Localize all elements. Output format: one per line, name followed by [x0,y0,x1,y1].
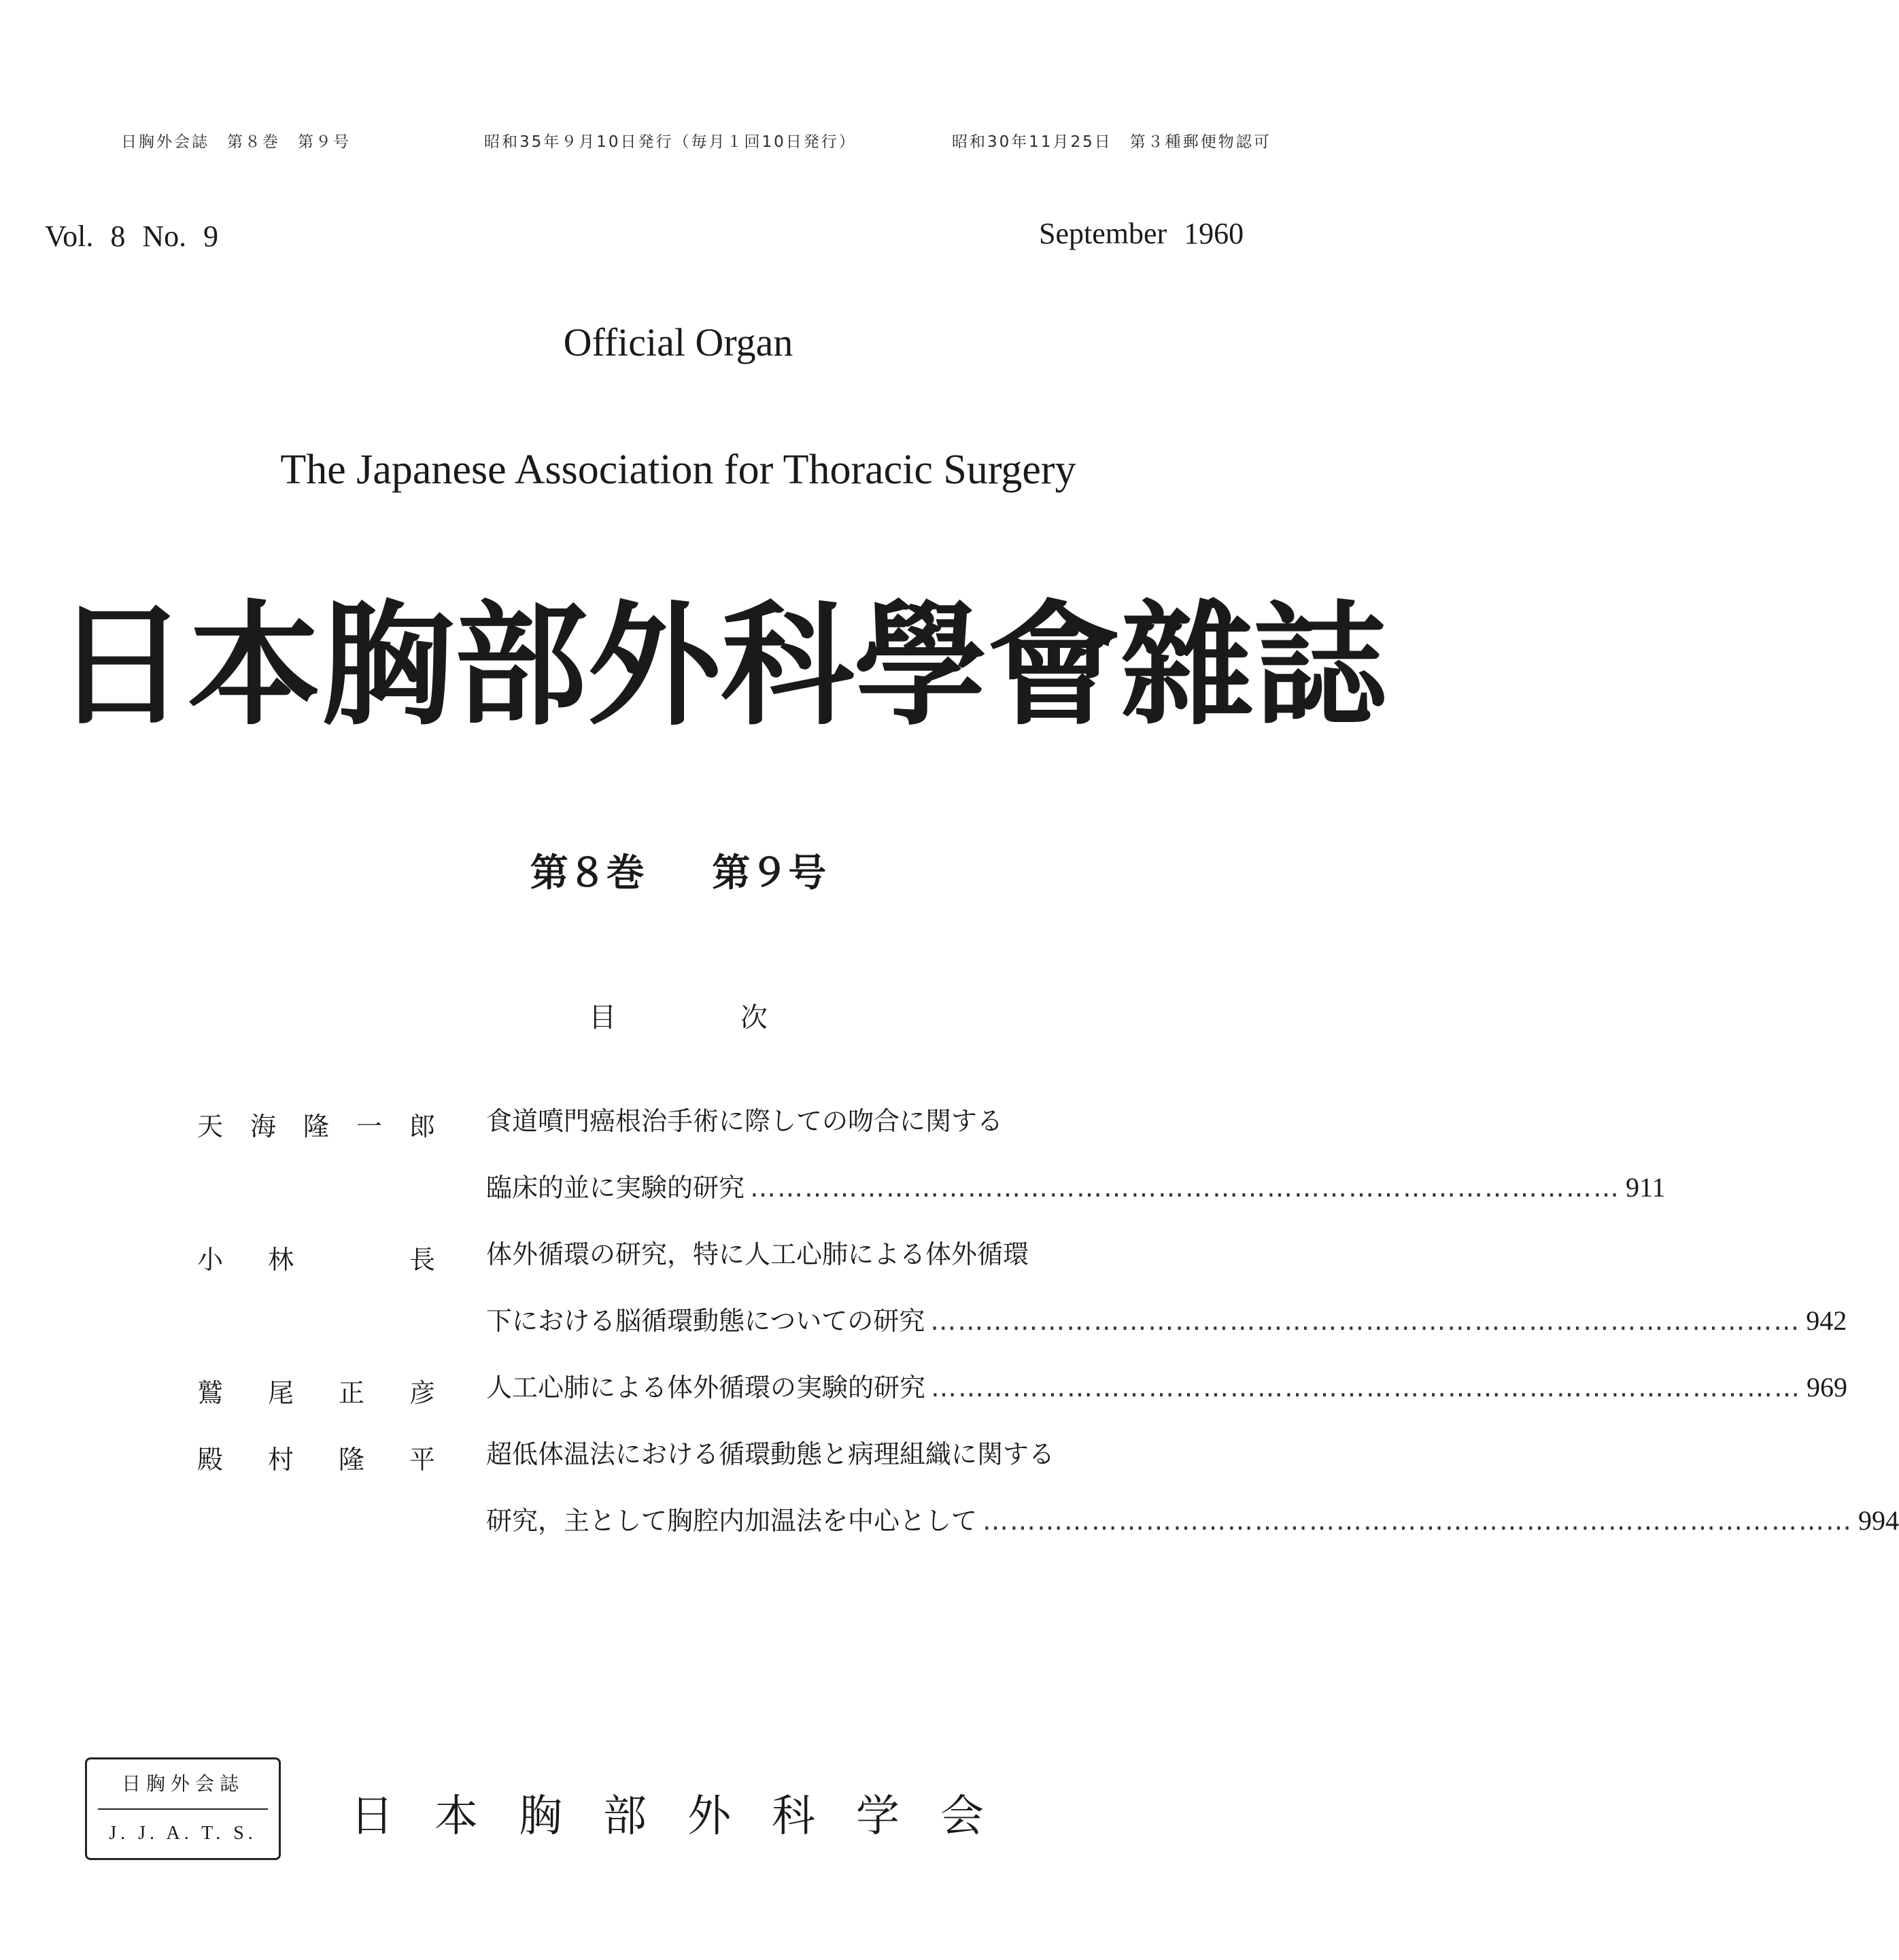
toc-title: 体外循環の研究，特に人工心肺による体外循環 [486,1239,1029,1269]
stamp-abbrev-jp: 日胸外会誌 [98,1759,268,1810]
toc-author: 殿村隆平 [197,1445,435,1475]
toc-line [486,1288,1847,1354]
toc-line [486,1221,1156,1288]
volume-number: Vol. 8 No. 9 [45,220,219,253]
journal-title-jp: 日本胸部外科學會雜誌 [54,589,1388,744]
toc-title: 臨床的並に実験的研究 [486,1173,745,1203]
table-of-contents [197,1088,1899,1554]
toc-entry [197,1354,1848,1421]
journal-stamp [85,1757,281,1860]
toc-page-number: 994 [1858,1505,1899,1536]
toc-line [486,1088,1156,1154]
volume-issue-jp: 第８巻 第９号 [530,851,827,895]
toc-entry [197,1421,1899,1554]
header-postal-permit: 昭和30年11月25日 第３種郵便物認可 [952,133,1271,151]
toc-line [486,1421,1156,1488]
toc-heading: 目 次 [589,1002,768,1033]
toc-entry [197,1221,1847,1354]
toc-page-number: 942 [1806,1305,1847,1336]
header-publication-date: 昭和35年９月10日発行（毎月１回10日発行） [484,133,857,151]
stamp-abbrev-en: J. J. A. T. S. [109,1823,257,1844]
toc-author: 鷲尾正彦 [197,1378,435,1408]
association-name: The Japanese Association for Thoracic Surgery [280,447,1076,493]
toc-line [486,1354,1848,1421]
toc-author: 天海隆一郎 [197,1112,435,1141]
issue-date: September 1960 [1039,217,1244,250]
toc-author: 小林 長 [197,1245,435,1275]
toc-line [486,1488,1899,1554]
toc-entry [197,1088,1666,1221]
toc-title: 人工心肺による体外循環の実験的研究 [486,1373,926,1403]
toc-title: 下における脳循環動態についての研究 [486,1306,925,1336]
toc-title: 食道噴門癌根治手術に際しての吻合に関する [486,1106,1004,1136]
toc-line [486,1154,1666,1221]
toc-page-number: 911 [1626,1172,1666,1203]
official-organ-label: Official Organ [563,320,793,364]
society-name: 日本胸部外科学会 [350,1791,1025,1842]
leader-dots: …………………………………………………………………………………… [750,1173,1621,1203]
leader-dots: …………………………………………………………………………………… [930,1306,1801,1336]
header-journal-abbrev: 日胸外会誌 第８巻 第９号 [121,133,351,151]
leader-dots: …………………………………………………………………………………… [931,1373,1802,1403]
toc-title: 研究，主として胸腔内加温法を中心として [486,1506,978,1536]
toc-page-number: 969 [1807,1372,1848,1403]
leader-dots: …………………………………………………………………………………… [982,1506,1853,1536]
toc-title: 超低体温法における循環動態と病理組織に関する [486,1439,1055,1469]
